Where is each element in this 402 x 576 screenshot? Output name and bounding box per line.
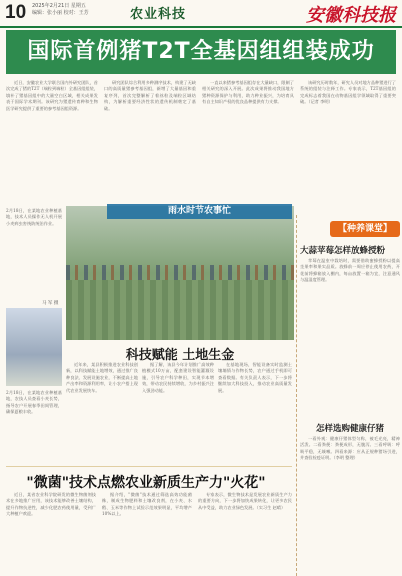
lead-text-col-1: 近日，安徽农业大学联合国内外研究团队，首次完成了猪的T2T（端粒到端粒）全基因组组装，填补了猪基因组中的大量空白区域，相关成果发表于国际学术期刊。该研究为猪遗传育种和生物医学研究提供了重要的参考基因组资源。 xyxy=(6,80,98,111)
newspaper-logo: 安徽科技报 xyxy=(306,5,396,26)
article-2-col-3: 在基地现场，智能设备实时监测土壤墒情与作物长势，农户通过手机即可查看数据。有关负责人表示，下一步将继续加大科技投入，推动农业高质量发展。 xyxy=(218,362,292,393)
field-photo xyxy=(66,206,294,340)
article-3-title: "微菌"技术点燃农业新质生产力"火花" xyxy=(26,475,266,491)
article-2-title: 科技赋能 土地生金 xyxy=(125,348,235,363)
divider xyxy=(6,466,292,467)
lead-text-col-4: 该研究历时数年，研究人员对地方品种猪进行了系统的组装与注释工作。专家表示，T2T基因组的完成标志着我国在动物基因组学领域取得了重要突破。（记者 李明） xyxy=(300,80,396,105)
inset-caption: 2月18日，在某地农业种植基地，农技人员查看小麦长势，指导农户开展春季田间管理，确保夏粮丰收。 xyxy=(6,390,62,415)
section-name: 农业科技 xyxy=(130,7,187,22)
right-article-2-text: 一看外观：健康仔猪体型匀称，被毛光亮，精神活泼。二看粪便：粪便成形，无腹泻。三看呼吸：呼吸平稳，无咳嗽。四看来源：应从正规种猪场引进，并查验检疫证明。（李明 整理） xyxy=(300,436,400,461)
article-3-col-2: 据介绍，"微菌"技术通过筛选高效功能菌株，制成生物肥料和土壤改良剂，在小麦、水稻、玉米等作物上试验示范效果明显，平均增产10%以上。 xyxy=(102,492,192,517)
date-text: 2025年2月21日 星期五 xyxy=(32,3,86,9)
photo-banner: 雨水时节农事忙 xyxy=(107,204,292,219)
right-article-1-text: 苹莓在温室中栽培时，需要借助蜜蜂授粉以提高坐果率和果实品质。放蜂前一周应停止使用农药，开花前将蜂箱放入棚内，每亩放置一箱为宜，注意通风与温湿度管理。 xyxy=(300,258,400,283)
article-2-col-2: 据了解，该县今年计划推广高效种植模式10万亩，配套建设智能灌溉设施，引导农户科学种田，实现节本增效，带动农民持续增收，为乡村振兴注入强劲动能。 xyxy=(142,362,214,393)
photo-caption: 2月18日，在某地农业种植基地，技术人员操作无人机开展小麦病虫害统防统治作业。 xyxy=(6,208,62,226)
lead-text-col-2: 研究团队综合利用多种测序技术，构建了无缺口的高质量猪参考基因组，新增了大量基因和重复序列，首次完整解析了着丝粒及端粒区域结构，为解析重要经济性状的遗传机制奠定了基础。 xyxy=(104,80,196,111)
right-article-2-title: 怎样选购健康仔猪 xyxy=(315,424,384,434)
crop-field xyxy=(66,280,294,340)
article-3-col-1: 近日，某省农业科学院研发的微生物菌剂技术在多地推广应用，该技术能够改善土壤结构，提升作物抗逆性，减少化肥农药使用量，受到广大种植户欢迎。 xyxy=(6,492,96,517)
inset-photo xyxy=(6,308,62,386)
lead-headline: 国际首例猪T2T全基因组组装成功 xyxy=(6,30,396,74)
article-2-col-1: 近年来，某县积极推进农业科技创新，以科技赋能土地增效，通过推广良种良法、发展设施农业，不断提高土地产出率和资源利用率，让小农户搭上现代农业发展快车。 xyxy=(66,362,138,393)
column-tag: 【种养课堂】 xyxy=(330,221,400,237)
page-header xyxy=(0,0,402,28)
editor-text: 编辑：张小丽 校对：王芳 xyxy=(32,10,89,16)
date-line xyxy=(32,3,89,17)
page-number: 10 xyxy=(5,2,27,23)
lead-text-col-3: 一直以来猪参考基因组存在大量缺口，限制了相关研究的深入开展。此次成果将推动我国地方猪种资源保护与利用，助力种业振兴，为培育具有自主知识产权的优良品种提供有力支撑。 xyxy=(202,80,294,105)
right-article-1-title: 大蒜苹莓怎样放蜂授粉 xyxy=(300,246,386,256)
article-3-col-3: 专家表示，微生物技术是发展农业新质生产力的重要方向，下一步将加快成果转化，让更多农民从中受益，助力农业绿色发展。（实习生 赵晴） xyxy=(198,492,292,510)
photo-credit: 马 军 摄 xyxy=(42,301,59,306)
